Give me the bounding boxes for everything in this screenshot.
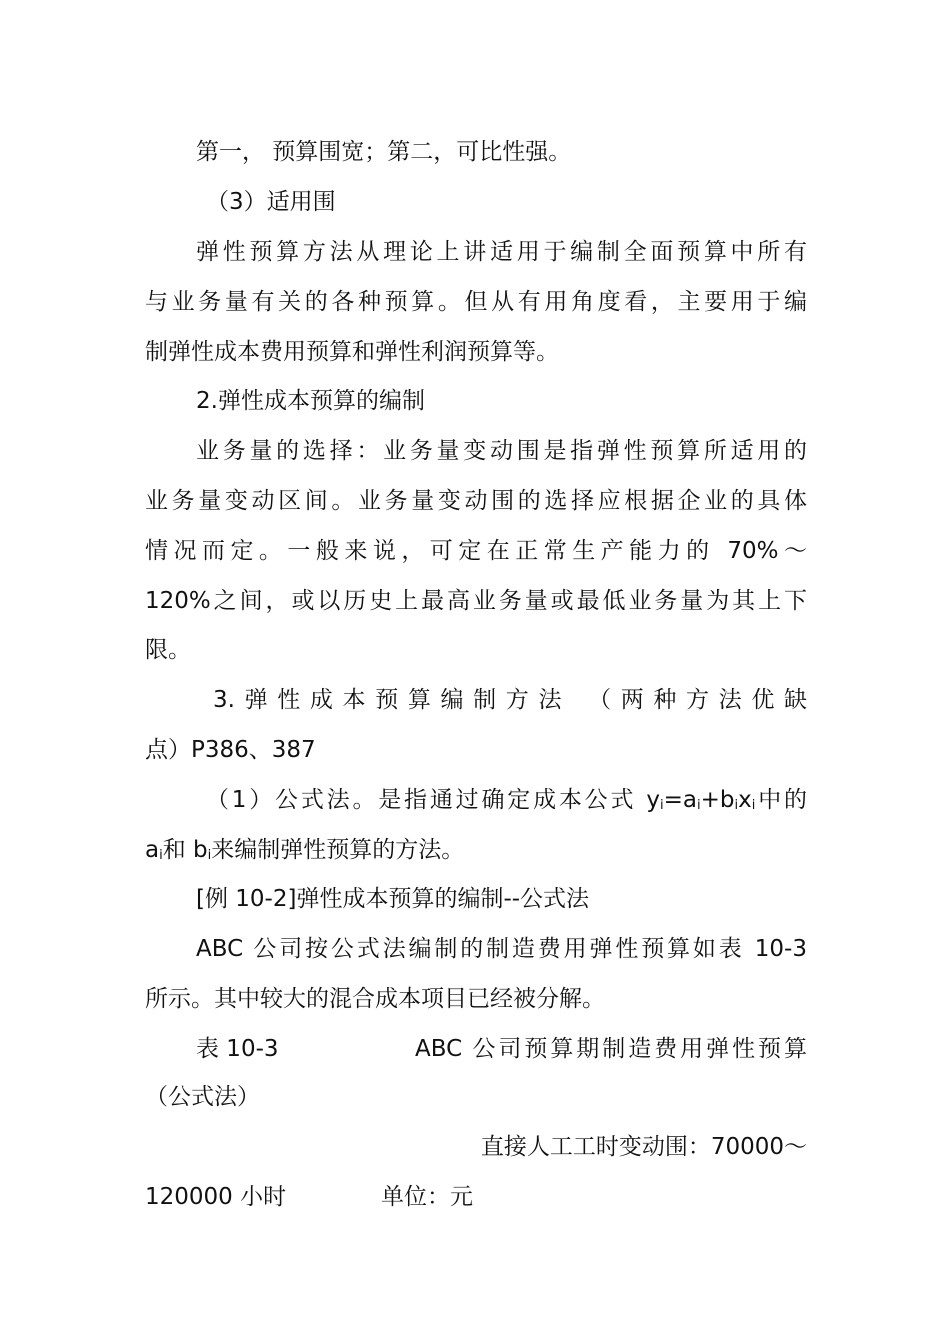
paragraph-line: ABC 公司按公式法编制的制造费用弹性预算如表 10-3 [196, 936, 807, 962]
section-heading-applicability: （3）适用围 [206, 189, 336, 215]
paragraph-line: 点）P386、387 [145, 737, 316, 763]
paragraph-line: 业务量的选择：业务量变动围是指弹性预算所适用的 [196, 438, 807, 464]
paragraph-line: 弹性预算方法从理论上讲适用于编制全面预算中所有 [196, 239, 807, 265]
paragraph-line: 与业务量有关的各种预算。但从有用角度看，主要用于编 [145, 289, 807, 315]
paragraph-line: 限。 [145, 637, 191, 663]
range-end: 120000 小时 [145, 1184, 287, 1210]
paragraph-line: 第一， 预算围宽；第二，可比性强。 [196, 139, 572, 165]
section-heading-elastic-cost-budget: 2.弹性成本预算的编制 [196, 388, 425, 414]
table-unit-line [145, 1182, 807, 1212]
paragraph-line: 120%之间，或以历史上最高业务量或最低业务量为其上下 [145, 588, 807, 614]
example-heading: [例 10-2]弹性成本预算的编制--公式法 [196, 886, 590, 912]
paragraph-line: 业务量变动区间。业务量变动围的选择应根据企业的具体 [145, 488, 807, 514]
paragraph-line: 所示。其中较大的混合成本项目已经被分解。 [145, 986, 605, 1012]
formula-method-line: $a_i$和 $b_i$来编制弹性预算的方法。 [145, 837, 465, 863]
table-title: ABC 公司预算期制造费用弹性预算 [415, 1036, 807, 1062]
section-heading-methods: 3.弹性成本预算编制方法 （两种方法优缺 [213, 687, 807, 713]
table-subtitle: （公式法） [145, 1084, 260, 1110]
paragraph-line: 制弹性成本费用预算和弹性利润预算等。 [145, 339, 559, 365]
unit-label: 单位：元 [381, 1184, 473, 1210]
table-number: 表 10-3 [196, 1036, 279, 1062]
formula-method-line: （1）公式法。是指通过确定成本公式 $y_i=a_i+b_ix_i$中的 [206, 787, 807, 813]
table-range-note: 直接人工工时变动围：70000～ [480, 1134, 807, 1160]
paragraph-line: 情况而定。一般来说，可定在正常生产能力的 70%～ [145, 538, 807, 564]
